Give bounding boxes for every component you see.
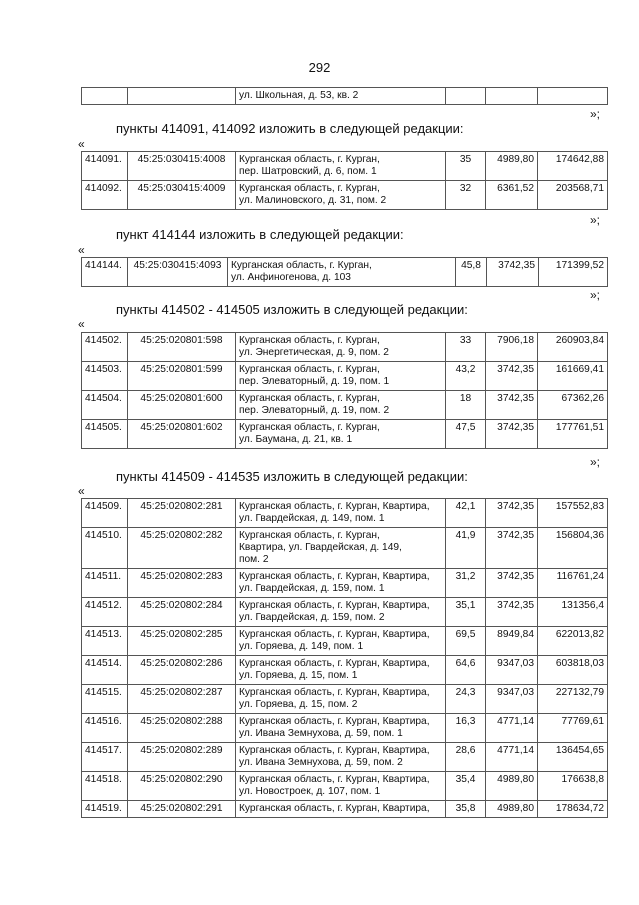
row-number-cell: 414514. <box>82 656 128 685</box>
cadastral-number-cell: 45:25:020802:281 <box>128 499 236 528</box>
cadastral-number-cell: 45:25:020802:286 <box>128 656 236 685</box>
table-row <box>82 499 608 528</box>
cadastral-value-cell: 157552,83 <box>538 499 608 528</box>
address-cell: Курганская область, г. Курган, Квартира, ул. Ивана Земнухова, д. 59, пом. 1 <box>236 714 446 743</box>
row-number-cell: 414512. <box>82 598 128 627</box>
cadastral-value-cell: 156804,36 <box>538 528 608 569</box>
cadastral-value-cell: 178634,72 <box>538 801 608 818</box>
cadastral-value-per-unit-cell: 6361,52 <box>486 181 538 210</box>
cadastral-value-per-unit-cell: 7906,18 <box>486 333 538 362</box>
address-cell: Курганская область, г. Курган, Квартира, ул. Горяева, д. 15, пом. 2 <box>236 685 446 714</box>
address-cell: Курганская область, г. Курган, ул. Анфиногенова, д. 103 <box>228 258 456 287</box>
table-row <box>82 685 608 714</box>
address-cell: Курганская область, г. Курган, Квартира, ул. Горяева, д. 15, пом. 1 <box>236 656 446 685</box>
cadastral-value-per-unit-cell: 3742,35 <box>486 362 538 391</box>
table-row <box>82 801 608 818</box>
cadastral-value-cell: 131356,4 <box>538 598 608 627</box>
area-cell: 43,2 <box>446 362 486 391</box>
area-cell: 35,4 <box>446 772 486 801</box>
table-row <box>82 627 608 656</box>
opening-quote: « <box>78 484 85 498</box>
cadastral-number-cell: 45:25:030415:4009 <box>128 181 236 210</box>
table-row <box>82 420 608 449</box>
cadastral-value-cell: 77769,61 <box>538 714 608 743</box>
area-cell: 64,6 <box>446 656 486 685</box>
address-cell: Курганская область, г. Курган, Квартира, ул. Гвардейская, д. 159, пом. 1 <box>236 569 446 598</box>
table-row <box>82 88 608 105</box>
table-row <box>82 362 608 391</box>
row-number-cell: 414144. <box>82 258 128 287</box>
address-cell: Курганская область, г. Курган, пер. Шатровский, д. 6, пом. 1 <box>236 152 446 181</box>
row-number-cell: 414502. <box>82 333 128 362</box>
cadastral-value-per-unit-cell <box>486 88 538 105</box>
address-cell: Курганская область, г. Курган, Квартира, ул. Гвардейская, д. 159, пом. 2 <box>236 598 446 627</box>
cadastral-value-cell <box>538 88 608 105</box>
cadastral-number-cell: 45:25:020801:599 <box>128 362 236 391</box>
address-cell: Курганская область, г. Курган, Квартира, <box>236 801 446 818</box>
cadastral-number-cell: 45:25:030415:4093 <box>128 258 228 287</box>
cadastral-value-per-unit-cell: 9347,03 <box>486 685 538 714</box>
row-number-cell: 414504. <box>82 391 128 420</box>
table-row <box>82 772 608 801</box>
cadastral-value-per-unit-cell: 4771,14 <box>486 714 538 743</box>
table-section-3 <box>81 332 608 449</box>
row-number-cell: 414518. <box>82 772 128 801</box>
cadastral-number-cell: 45:25:020802:287 <box>128 685 236 714</box>
area-cell: 32 <box>446 181 486 210</box>
cadastral-value-per-unit-cell: 4989,80 <box>486 772 538 801</box>
table-row <box>82 569 608 598</box>
cadastral-value-per-unit-cell: 4989,80 <box>486 801 538 818</box>
cadastral-value-cell: 227132,79 <box>538 685 608 714</box>
area-cell: 41,9 <box>446 528 486 569</box>
area-cell: 18 <box>446 391 486 420</box>
cadastral-number-cell: 45:25:020802:289 <box>128 743 236 772</box>
area-cell: 33 <box>446 333 486 362</box>
cadastral-value-per-unit-cell: 3742,35 <box>486 528 538 569</box>
cadastral-value-cell: 603818,03 <box>538 656 608 685</box>
address-cell: Курганская область, г. Курган, Квартира, ул. Гвардейская, д. 149, пом. 2 <box>236 528 446 569</box>
table-row <box>82 598 608 627</box>
area-cell: 47,5 <box>446 420 486 449</box>
address-cell: Курганская область, г. Курган, Квартира, ул. Гвардейская, д. 149, пом. 1 <box>236 499 446 528</box>
cadastral-number-cell: 45:25:020801:600 <box>128 391 236 420</box>
cadastral-number-cell: 45:25:020802:282 <box>128 528 236 569</box>
cadastral-value-per-unit-cell: 3742,35 <box>486 499 538 528</box>
opening-quote: « <box>78 137 85 151</box>
cadastral-value-cell: 176638,8 <box>538 772 608 801</box>
area-cell: 31,2 <box>446 569 486 598</box>
address-cell: Курганская область, г. Курган, пер. Элеваторный, д. 19, пом. 2 <box>236 391 446 420</box>
cadastral-number-cell: 45:25:020802:290 <box>128 772 236 801</box>
table-row <box>82 656 608 685</box>
area-cell: 35,8 <box>446 801 486 818</box>
area-cell: 35 <box>446 152 486 181</box>
section-heading-2: пункт 414144 изложить в следующей редакции: <box>116 227 404 242</box>
row-number-cell: 414517. <box>82 743 128 772</box>
cadastral-value-cell: 136454,65 <box>538 743 608 772</box>
section-heading-1: пункты 414091, 414092 изложить в следующей редакции: <box>116 121 464 136</box>
top-table <box>81 87 608 105</box>
cadastral-number-cell: 45:25:020802:285 <box>128 627 236 656</box>
cadastral-number-cell: 45:25:020801:602 <box>128 420 236 449</box>
row-number-cell: 414511. <box>82 569 128 598</box>
row-number-cell: 414503. <box>82 362 128 391</box>
table-row <box>82 333 608 362</box>
cadastral-value-per-unit-cell: 3742,35 <box>487 258 539 287</box>
page-number: 292 <box>308 60 331 75</box>
table-row <box>82 152 608 181</box>
cadastral-number-cell: 45:25:020802:284 <box>128 598 236 627</box>
cadastral-value-per-unit-cell: 4989,80 <box>486 152 538 181</box>
closing-quote: »; <box>590 288 601 302</box>
address-cell: Курганская область, г. Курган, ул. Малиновского, д. 31, пом. 2 <box>236 181 446 210</box>
opening-quote: « <box>78 243 85 257</box>
table-section-2 <box>81 257 608 287</box>
cadastral-number-cell: 45:25:020802:283 <box>128 569 236 598</box>
table-row <box>82 743 608 772</box>
row-number-cell: 414515. <box>82 685 128 714</box>
section-heading-3: пункты 414502 - 414505 изложить в следующей редакции: <box>116 302 468 317</box>
cadastral-value-cell: 177761,51 <box>538 420 608 449</box>
area-cell <box>446 88 486 105</box>
address-cell: Курганская область, г. Курган, пер. Элеваторный, д. 19, пом. 1 <box>236 362 446 391</box>
cadastral-number-cell: 45:25:020802:291 <box>128 801 236 818</box>
cadastral-value-per-unit-cell: 3742,35 <box>486 391 538 420</box>
area-cell: 42,1 <box>446 499 486 528</box>
table-row <box>82 258 608 287</box>
row-number-cell <box>82 88 128 105</box>
cadastral-number-cell: 45:25:030415:4008 <box>128 152 236 181</box>
area-cell: 69,5 <box>446 627 486 656</box>
area-cell: 28,6 <box>446 743 486 772</box>
row-number-cell: 414510. <box>82 528 128 569</box>
table-row <box>82 528 608 569</box>
row-number-cell: 414092. <box>82 181 128 210</box>
cadastral-value-per-unit-cell: 3742,35 <box>486 569 538 598</box>
table-section-1 <box>81 151 608 210</box>
row-number-cell: 414509. <box>82 499 128 528</box>
cadastral-value-per-unit-cell: 3742,35 <box>486 598 538 627</box>
address-cell: Курганская область, г. Курган, Квартира, ул. Ивана Земнухова, д. 59, пом. 2 <box>236 743 446 772</box>
row-number-cell: 414519. <box>82 801 128 818</box>
closing-quote: »; <box>590 213 601 227</box>
row-number-cell: 414505. <box>82 420 128 449</box>
cadastral-value-cell: 67362,26 <box>538 391 608 420</box>
cadastral-value-per-unit-cell: 8949,84 <box>486 627 538 656</box>
row-number-cell: 414516. <box>82 714 128 743</box>
area-cell: 16,3 <box>446 714 486 743</box>
cadastral-value-cell: 260903,84 <box>538 333 608 362</box>
table-row <box>82 181 608 210</box>
section-heading-4: пункты 414509 - 414535 изложить в следующей редакции: <box>116 469 468 484</box>
cadastral-value-cell: 171399,52 <box>539 258 608 287</box>
address-cell: ул. Школьная, д. 53, кв. 2 <box>236 88 446 105</box>
cadastral-value-cell: 622013,82 <box>538 627 608 656</box>
closing-quote: »; <box>590 455 601 469</box>
address-cell: Курганская область, г. Курган, ул. Баумана, д. 21, кв. 1 <box>236 420 446 449</box>
row-number-cell: 414513. <box>82 627 128 656</box>
address-cell: Курганская область, г. Курган, Квартира, ул. Новостроек, д. 107, пом. 1 <box>236 772 446 801</box>
cadastral-number-cell <box>128 88 236 105</box>
table-row <box>82 391 608 420</box>
cadastral-value-per-unit-cell: 4771,14 <box>486 743 538 772</box>
cadastral-value-cell: 203568,71 <box>538 181 608 210</box>
cadastral-number-cell: 45:25:020802:288 <box>128 714 236 743</box>
address-cell: Курганская область, г. Курган, Квартира, ул. Горяева, д. 149, пом. 1 <box>236 627 446 656</box>
closing-quote: »; <box>590 107 601 121</box>
table-section-4 <box>81 498 608 818</box>
address-cell: Курганская область, г. Курган, ул. Энергетическая, д. 9, пом. 2 <box>236 333 446 362</box>
row-number-cell: 414091. <box>82 152 128 181</box>
area-cell: 35,1 <box>446 598 486 627</box>
cadastral-value-cell: 116761,24 <box>538 569 608 598</box>
opening-quote: « <box>78 317 85 331</box>
cadastral-value-per-unit-cell: 9347,03 <box>486 656 538 685</box>
cadastral-number-cell: 45:25:020801:598 <box>128 333 236 362</box>
area-cell: 45,8 <box>456 258 487 287</box>
cadastral-value-cell: 161669,41 <box>538 362 608 391</box>
table-row <box>82 714 608 743</box>
cadastral-value-cell: 174642,88 <box>538 152 608 181</box>
cadastral-value-per-unit-cell: 3742,35 <box>486 420 538 449</box>
area-cell: 24,3 <box>446 685 486 714</box>
